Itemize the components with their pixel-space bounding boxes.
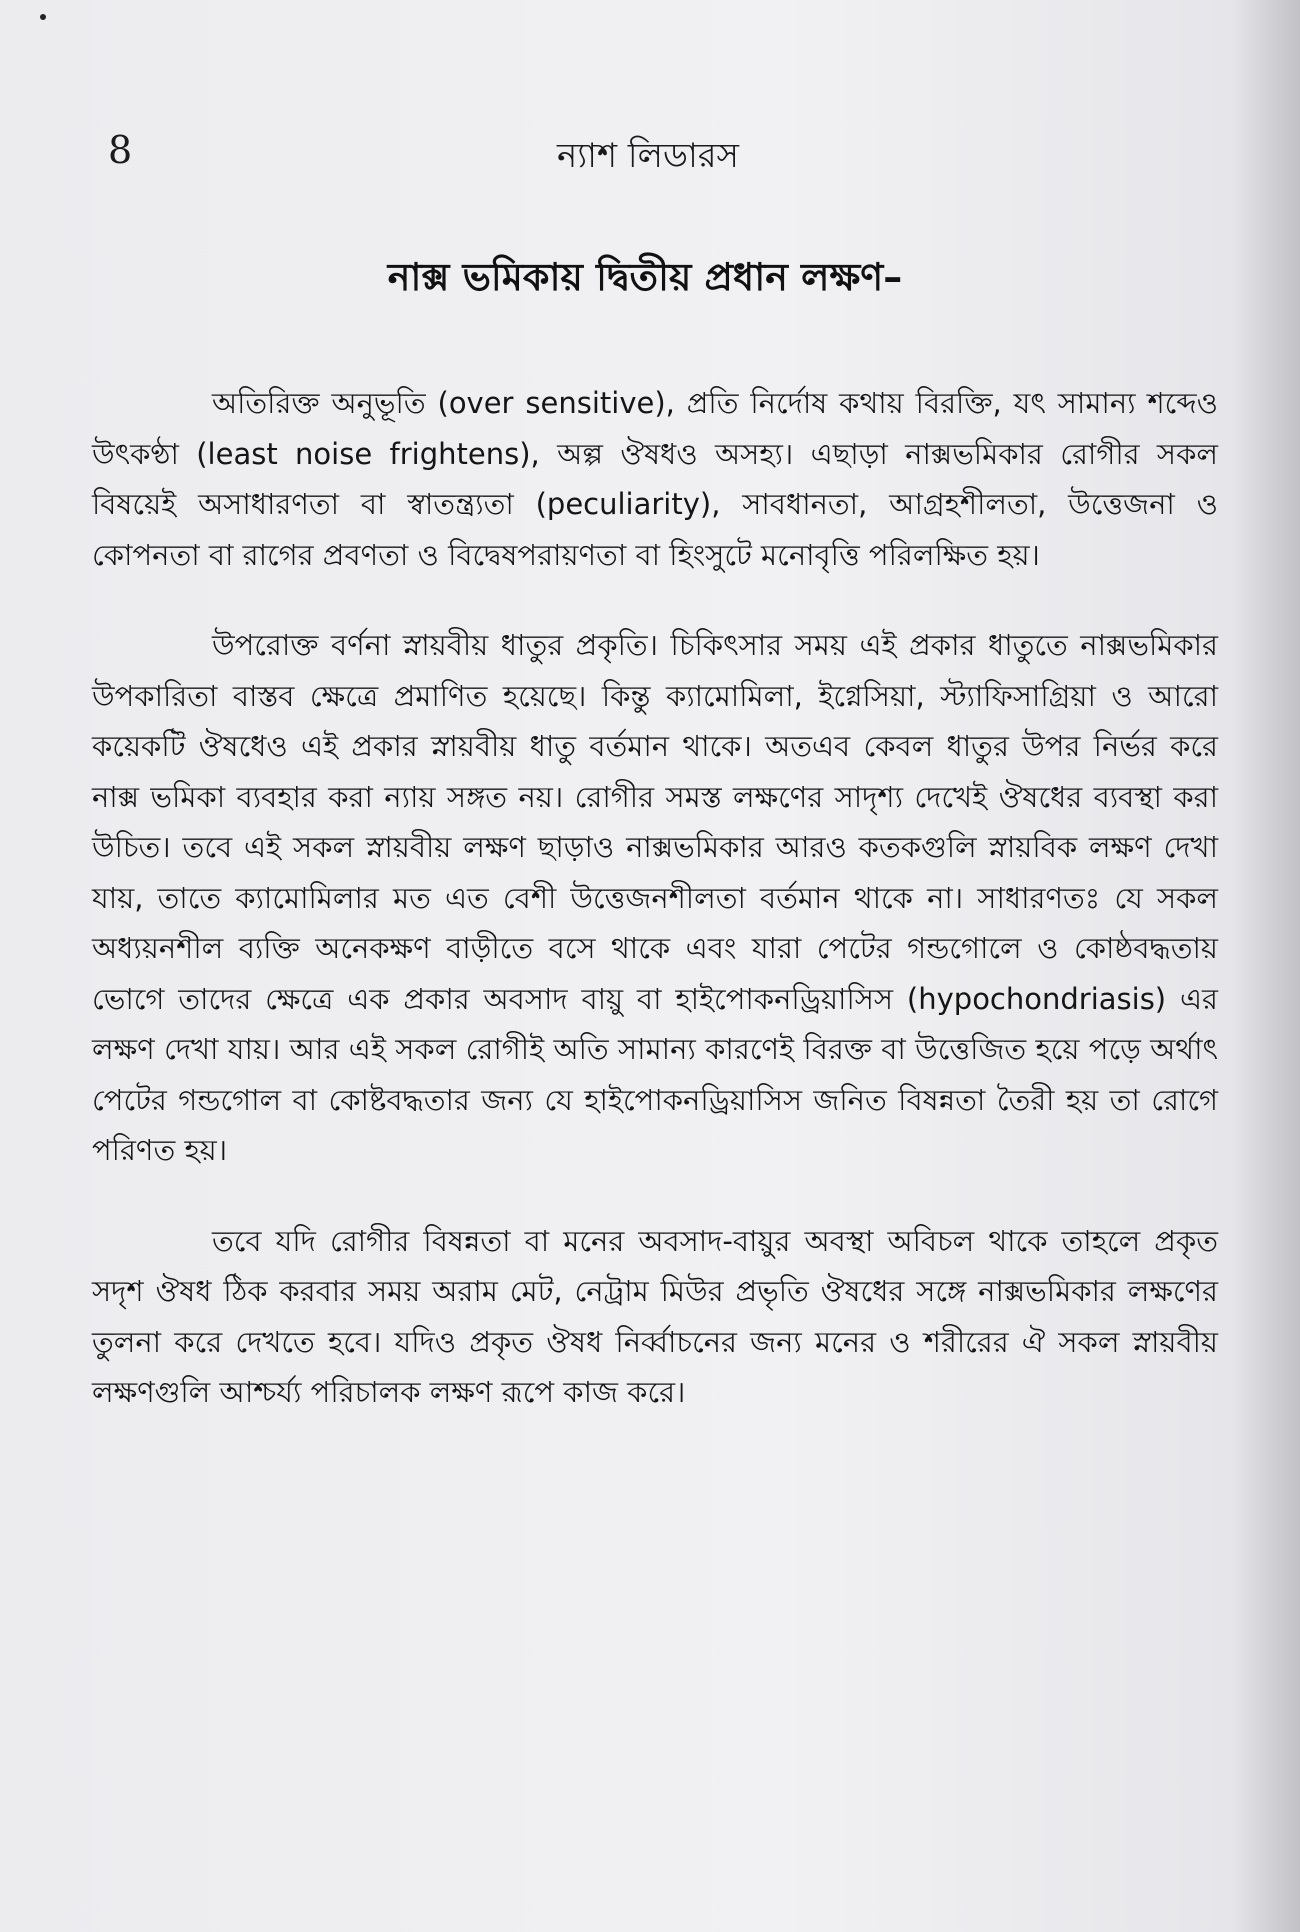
paragraph-2: উপরোক্ত বর্ণনা স্নায়বীয় ধাতুর প্রকৃতি। চিকিৎসার সময় এই প্রকার ধাতুতে নাক্সভমিকার উপকারিতা বাস্তব ক্ষেত্রে প্রমাণিত হয়েছে। কিন্তু ক্যামোমিলা, ইগ্নেসিয়া, স্ট্যাফিসাগ্রিয়া ও আরো কয়েকটি ঔষধেও এই প্রকার স্নায়বীয় ধাতু বর্তমান থাকে। অতএব কেবল ধাতুর উপর নির্ভর করে নাক্স ভমিকা ব্যবহার করা ন্যায় সঙ্গত নয়। রোগীর সমস্ত লক্ষণের সাদৃশ্য দেখেই ঔষধের ব্যবস্থা করা উচিত। তবে এই সকল স্নায়বীয় লক্ষণ ছাড়াও নাক্সভমিকার আরও কতকগুলি স্নায়বিক লক্ষণ দেখা যায়, তাতে ক্যামোমিলার মত এত বেশী উত্তেজনশীলতা বর্তমান থাকে না। সাধারণতঃ যে সকল অধ্যয়নশীল ব্যক্তি অনেকক্ষণ বাড়ীতে বসে থাকে এবং যারা পেটের গন্ডগোলে ও কোষ্ঠবদ্ধতায় ভোগে তাদের ক্ষেত্রে এক প্রকার অবসাদ বায়ু বা হাইপোকনড্রিয়াসিস (hypochondriasis) এর লক্ষণ দেখা যায়। আর এই সকল রোগীই অতি সামান্য কারণেই বিরক্ত বা উত্তেজিত হয়ে পড়ে অর্থাৎ পেটের গন্ডগোল বা কোষ্টবদ্ধতার জন্য যে হাইপোকনড্রিয়াসিস জনিত বিষন্নতা তৈরী হয় তা রোগে পরিণত হয়। — [92, 628, 1218, 1167]
page-header — [108, 128, 1188, 188]
ink-speck — [40, 14, 46, 20]
body-text — [92, 378, 1218, 1418]
paragraph-3: তবে যদি রোগীর বিষন্নতা বা মনের অবসাদ-বায়ুর অবস্থা অবিচল থাকে তাহলে প্রকৃত সদৃশ ঔষধ ঠিক করবার সময় অরাম মেট, নেট্রাম মিউর প্রভৃতি ঔষধের সঙ্গে নাক্সভমিকার লক্ষণের তুলনা করে দেখতে হবে। যদিও প্রকৃত ঔষধ নির্ব্বাচনের জন্য মনের ও শরীরের ঐ সকল স্নায়বীয় লক্ষণগুলি আশ্চর্য্য পরিচালক লক্ষণ রূপে কাজ করে। — [92, 1223, 1218, 1409]
running-title: ন্যাশ লিডারস — [556, 136, 740, 176]
page-number: 8 — [108, 128, 133, 172]
section-heading: নাক্স ভমিকায় দ্বিতীয় প্রধান লক্ষণ– — [387, 255, 903, 299]
paragraph-1: অতিরিক্ত অনুভূতি (over sensitive), প্রতি নির্দোষ কথায় বিরক্তি, যৎ সামান্য শব্দেও উৎকণ্ঠা (least noise frightens), অল্প ঔষধও অসহ্য। এছাড়া নাক্সভমিকার রোগীর সকল বিষয়েই অসাধারণতা বা স্বাতন্ত্র্যতা (peculiarity), সাবধানতা, আগ্রহশীলতা, উত্তেজনা ও কোপনতা বা রাগের প্রবণতা ও বিদ্বেষপরায়ণতা বা হিংসুটে মনোবৃত্তি পরিলক্ষিত হয়। — [92, 386, 1218, 572]
page-edge-shadow — [1230, 0, 1300, 1932]
